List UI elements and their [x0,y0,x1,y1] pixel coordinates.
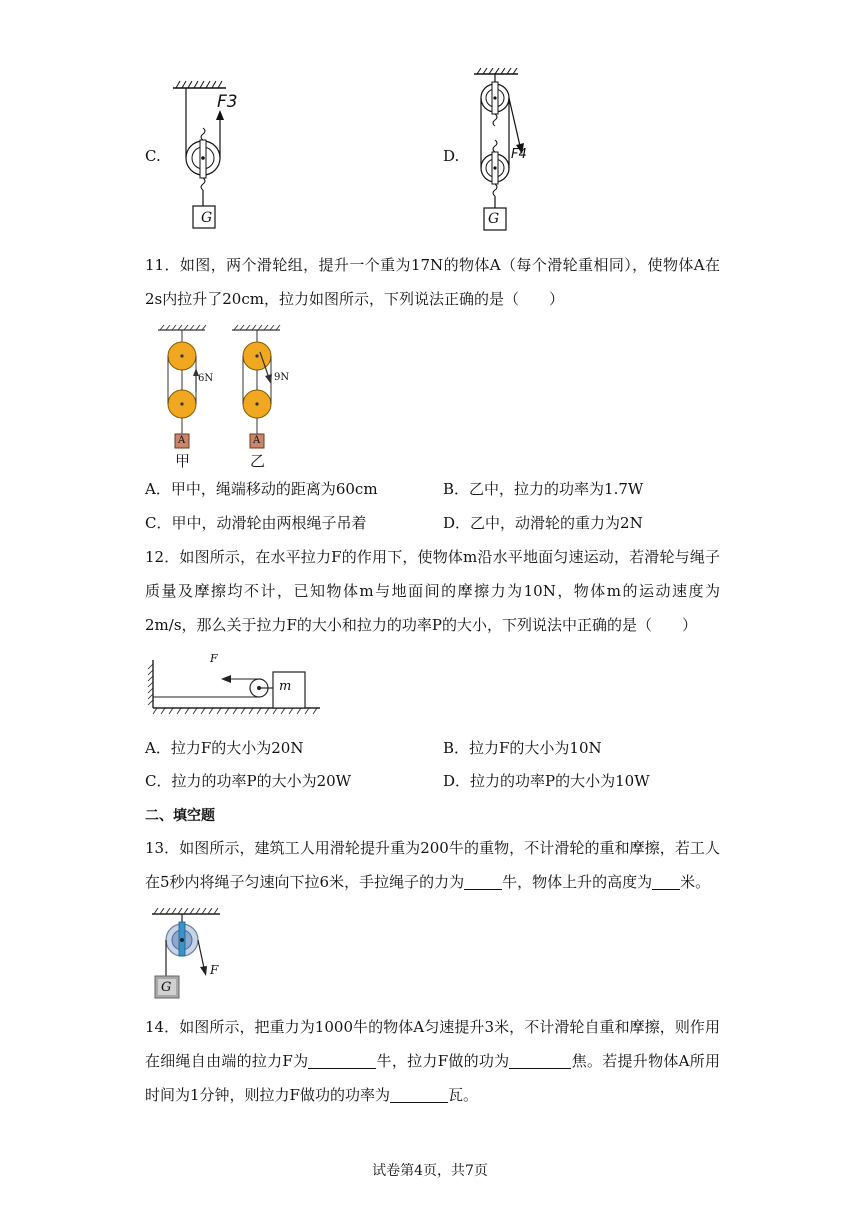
q11-stem: 11．如图，两个滑轮组，提升一个重为17N的物体A（每个滑轮重相同），使物体A在2s内拉升了20cm，拉力如图所示，下列说法正确的是（ ） [145,256,720,308]
q14-text-1: 14．如图所示，把重力为1000牛的物体A匀速提升3米，不计滑轮自重和摩擦，则作用在细绳自由端的拉力F为 [145,1018,720,1070]
q13-blank-force[interactable] [464,873,502,890]
q13-text-3: 米。 [680,873,711,891]
pulley-figure-d [470,68,540,238]
page-footer: 试卷第4页，共7页 [372,1163,488,1179]
q12-option-a: A．拉力F的大小为20N [145,739,304,757]
q12-option-d: D．拉力的功率P的大小为10W [443,772,650,790]
force-label-f3: F3 [217,92,238,112]
q11-option-a: A．甲中，绳端移动的距离为60cm [145,480,378,498]
weight-label-d: G [488,211,500,227]
q14-blank-force[interactable] [308,1052,376,1069]
option-c-label: C. [145,147,161,165]
q11-option-c: C．甲中，动滑轮由两根绳子吊着 [145,514,367,532]
q12-stem: 12．如图所示，在水平拉力F的作用下，使物体m沿水平地面匀速运动，若滑轮与绳子质量及摩擦均不计，已知物体m与地面间的摩擦力为10N，物体m的运动速度为2m/s，那么关于拉力F的大小和拉力的功率P的大小，下列说法中正确的是（ ） [145,548,720,634]
q11-label-jia: 甲 [175,452,191,470]
q12-mass-label: m [279,679,292,694]
force-label-f4: F4 [511,147,527,162]
weight-label-c: G [201,210,213,226]
q14-text-3: 焦。若提升物体A所用时间为1分钟，则拉力F做功的功率为 [145,1052,720,1104]
q13-figure [148,904,228,1004]
q11-block-a-jia: A [178,435,186,446]
q14-text-2: 牛，拉力F做的功为 [376,1052,510,1070]
q11-option-d: D．乙中，动滑轮的重力为2N [443,514,643,532]
q13-text-2: 牛，物体上升的高度为 [502,873,653,891]
option-d-label: D. [443,147,460,165]
q13-text-1: 13．如图所示，建筑工人用滑轮提升重为200牛的重物，不计滑轮的重和摩擦，若工人在5秒内将绳子匀速向下拉6米，手拉绳子的力为 [145,839,720,891]
q11-label-yi: 乙 [250,452,266,470]
q13-weight-label: G [161,980,172,995]
q14-blank-work[interactable] [509,1052,571,1069]
q11-block-a-yi: A [253,435,261,446]
q13-force-label: F [210,963,219,977]
q13-stem [145,831,720,899]
q11-jia-force: 6N [198,373,214,384]
section-heading: 二、填空题 [145,808,215,824]
q14-stem [145,1010,720,1112]
q12-figure [145,650,325,720]
q12-option-b: B．拉力F的大小为10N [443,739,602,757]
q11-yi-force: 9N [274,372,290,383]
q12-force-label: F [210,652,218,665]
q11-option-b: B．乙中，拉力的功率为1.7W [443,480,644,498]
q13-blank-height[interactable] [652,873,680,890]
q12-option-c: C．拉力的功率P的大小为20W [145,772,352,790]
q14-text-4: 瓦。 [447,1086,478,1104]
q14-blank-power[interactable] [390,1086,448,1103]
